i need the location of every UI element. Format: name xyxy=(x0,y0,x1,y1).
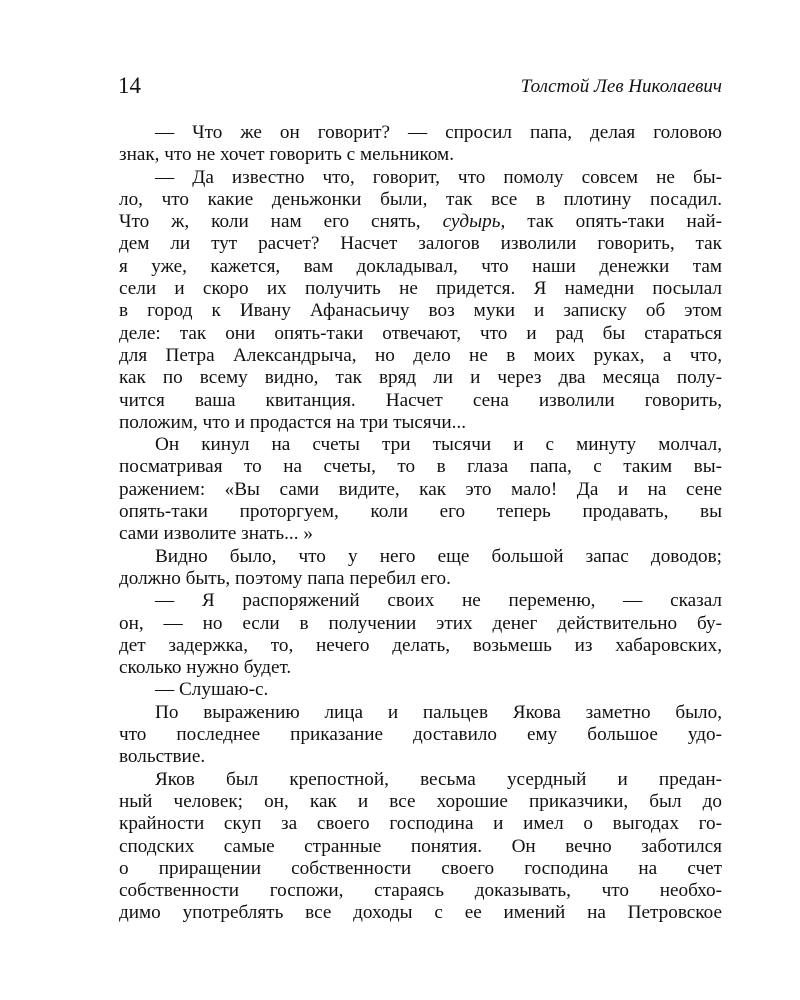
text-line: — Я распоряжений своих не переменю, — сказал xyxy=(155,590,722,612)
text-line: он, — но если в получении этих денег действительно бу- xyxy=(119,612,722,634)
text-line xyxy=(119,211,722,233)
text-line: положим, что и продастся на три тысячи... xyxy=(119,411,467,433)
text-line: сели и скоро их получить не придется. Я намедни посылал xyxy=(119,278,722,300)
text-line: крайности скуп за своего господина и имел о выгодах го- xyxy=(119,813,722,835)
text-line: ный человек; он, как и все хорошие приказчики, был до xyxy=(119,790,722,812)
text-line: Видно было, что у него еще большой запас доводов; xyxy=(155,545,722,567)
body-text xyxy=(119,122,722,925)
text-line: По выражению лица и пальцев Якова заметно было, xyxy=(155,701,722,723)
text-line: знак, что не хочет говорить с мельником. xyxy=(119,144,454,166)
italic-word: судырь, xyxy=(442,211,506,233)
text-line: в город к Ивану Афанасьичу воз муки и записку об этом xyxy=(119,300,722,322)
text-line: как по всему видно, так вряд ли и через два месяца полу- xyxy=(119,367,722,389)
text-line: — Что же он говорит? — спросил папа, делая головою xyxy=(155,122,722,143)
text-line: чится ваша квитанция. Насчет сена изволили говорить, xyxy=(119,389,722,411)
text-line: — Да известно что, говорит, что помолу совсем не бы- xyxy=(155,166,722,188)
running-head: Толстой Лев Николаевич xyxy=(520,76,722,97)
text-line: я уже, кажется, вам докладывал, что наши денежки там xyxy=(119,255,722,277)
text-line: сколько нужно будет. xyxy=(119,657,292,679)
text-line: сами изволите знать... » xyxy=(119,523,313,545)
text-line: собственности госпожи, стараясь доказывать, что необхо- xyxy=(119,880,722,902)
text-line: — Слушаю-с. xyxy=(155,679,269,701)
text-line: дем ли тут расчет? Насчет залогов изволили говорить, так xyxy=(119,233,722,255)
text-line-end: так опять-таки най- xyxy=(505,211,722,233)
text-line: должно быть, поэтому папа перебил его. xyxy=(119,567,451,589)
text-line: ло, что какие деньжонки были, так все в плотину посадил. xyxy=(119,188,722,210)
text-line: Яков был крепостной, весьма усердный и предан- xyxy=(155,768,722,790)
text-line: дет задержка, то, нечего делать, возьмешь из хабаровских, xyxy=(119,634,722,656)
text-line: посматривая то на счеты, то в глаза папа, с таким вы- xyxy=(119,456,722,478)
text-line: димо употреблять все доходы с ее имений на Петровское xyxy=(119,902,722,924)
text-line-start: Что ж, коли нам его снять, xyxy=(119,211,443,233)
text-line: деле: так они опять-таки отвечают, что и рад бы стараться xyxy=(119,322,722,344)
page-number: 14 xyxy=(118,73,141,98)
text-line: Он кинул на счеты три тысячи и с минуту молчал, xyxy=(155,434,722,456)
text-line: о приращении собственности своего господина на счет xyxy=(119,857,722,879)
text-line: сподских самые странные понятия. Он вечно заботился xyxy=(119,835,722,857)
text-line: опять-таки проторгуем, коли его теперь продавать, вы xyxy=(119,501,722,523)
text-line: что последнее приказание доставило ему большое удо- xyxy=(119,724,722,746)
text-line: вольствие. xyxy=(119,746,206,768)
text-line: для Петра Александрыча, но дело не в моих руках, а что, xyxy=(119,344,722,366)
text-line: ражением: «Вы сами видите, как это мало! Да и на сене xyxy=(119,478,722,500)
